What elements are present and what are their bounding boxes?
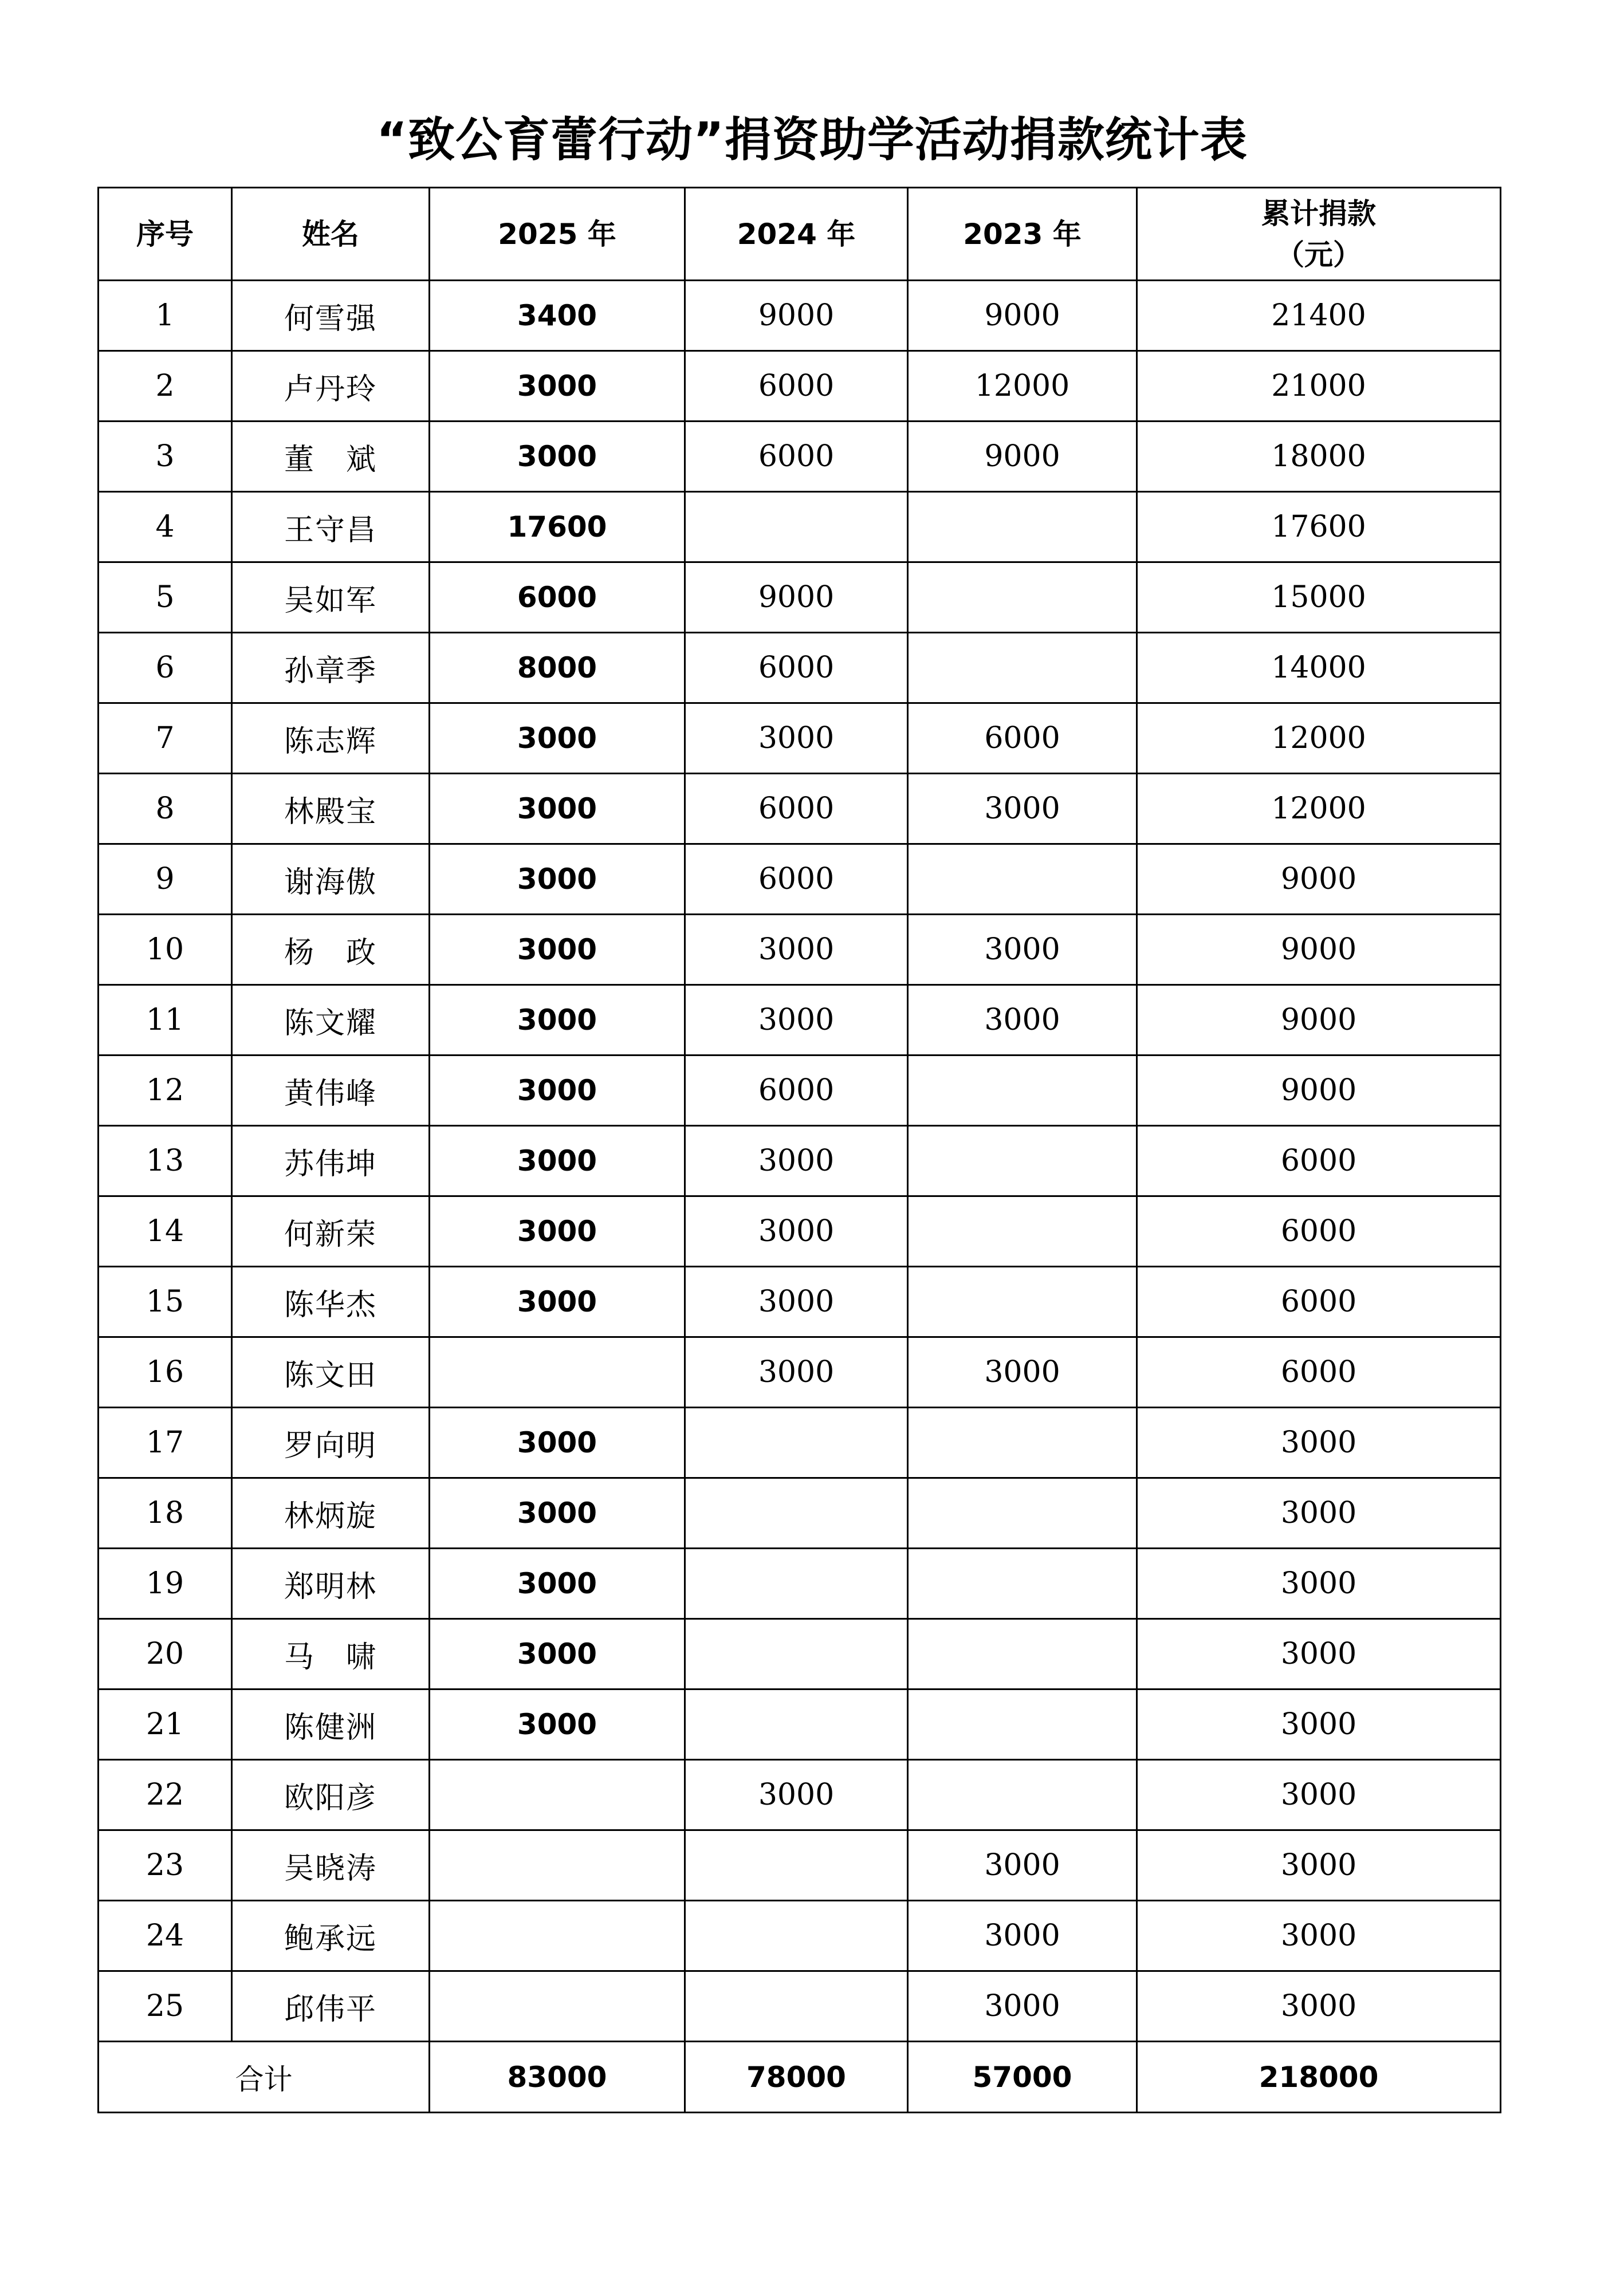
cell-name: 陈志辉 [232,703,430,774]
header-2024: 2024 年 [685,188,908,281]
cell-name: 陈华杰 [232,1267,430,1337]
cell-seq: 11 [99,985,232,1056]
cell-seq: 14 [99,1196,232,1267]
cell-total: 3000 [1137,1971,1501,2042]
cell-2024: 3000 [685,1126,908,1196]
cell-total: 6000 [1137,1126,1501,1196]
cell-2025: 3000 [430,351,685,422]
table-row [99,844,1501,915]
cell-2023: 9000 [908,422,1137,492]
cell-2023: 3000 [908,1901,1137,1971]
cell-seq: 25 [99,1971,232,2042]
cell-2023: 3000 [908,915,1137,985]
cell-2024 [685,1478,908,1549]
cell-total: 9000 [1137,1056,1501,1126]
cell-name: 何雪强 [232,281,430,351]
cell-2023 [908,1478,1137,1549]
cell-name: 林炳旋 [232,1478,430,1549]
cell-seq: 19 [99,1549,232,1619]
cell-2023: 3000 [908,985,1137,1056]
footer-2023: 57000 [908,2042,1137,2113]
header-total [1137,188,1501,281]
cell-2025: 3000 [430,844,685,915]
table-row [99,1760,1501,1830]
cell-2023: 3000 [908,1830,1137,1901]
header-2023: 2023 年 [908,188,1137,281]
cell-2025: 3000 [430,1619,685,1689]
cell-2024: 6000 [685,844,908,915]
table-row [99,1901,1501,1971]
cell-2025: 17600 [430,492,685,562]
cell-total: 14000 [1137,633,1501,703]
table-row [99,703,1501,774]
cell-seq: 15 [99,1267,232,1337]
cell-seq: 5 [99,562,232,633]
cell-2023: 12000 [908,351,1137,422]
table-row [99,1478,1501,1549]
cell-total: 3000 [1137,1549,1501,1619]
header-name: 姓名 [232,188,430,281]
cell-2024: 3000 [685,1267,908,1337]
cell-name: 王守昌 [232,492,430,562]
cell-total: 9000 [1137,915,1501,985]
cell-2024: 6000 [685,1056,908,1126]
cell-2024 [685,1689,908,1760]
header-total-unit: （元） [1276,238,1362,271]
table-row [99,985,1501,1056]
cell-seq: 2 [99,351,232,422]
cell-name: 鲍承远 [232,1901,430,1971]
cell-total: 9000 [1137,985,1501,1056]
cell-seq: 13 [99,1126,232,1196]
cell-name: 吴如军 [232,562,430,633]
table-row [99,1830,1501,1901]
cell-2023 [908,1760,1137,1830]
cell-total: 3000 [1137,1619,1501,1689]
cell-seq: 7 [99,703,232,774]
cell-total: 12000 [1137,774,1501,844]
table-row [99,562,1501,633]
cell-2025: 3000 [430,915,685,985]
cell-2025 [430,1901,685,1971]
cell-2025: 6000 [430,562,685,633]
table-header-row [99,188,1501,281]
cell-2023: 3000 [908,1971,1137,2042]
donation-table [97,187,1501,2113]
cell-name: 陈文耀 [232,985,430,1056]
cell-2024: 3000 [685,703,908,774]
cell-2023 [908,1689,1137,1760]
cell-2025: 3000 [430,1267,685,1337]
cell-seq: 22 [99,1760,232,1830]
cell-name: 陈健洲 [232,1689,430,1760]
cell-name: 吴晓涛 [232,1830,430,1901]
cell-2023 [908,844,1137,915]
cell-2023: 3000 [908,1337,1137,1408]
cell-name: 董 斌 [232,422,430,492]
table-row [99,1689,1501,1760]
cell-2025: 3000 [430,774,685,844]
cell-2023 [908,562,1137,633]
cell-2024: 9000 [685,281,908,351]
cell-2024 [685,1971,908,2042]
table-row [99,351,1501,422]
cell-2025 [430,1971,685,2042]
cell-total: 9000 [1137,844,1501,915]
table-row [99,1126,1501,1196]
cell-seq: 21 [99,1689,232,1760]
cell-total: 12000 [1137,703,1501,774]
cell-2025: 3000 [430,422,685,492]
cell-2025: 3000 [430,1056,685,1126]
cell-2023 [908,1408,1137,1478]
cell-seq: 4 [99,492,232,562]
cell-2024 [685,1619,908,1689]
cell-seq: 17 [99,1408,232,1478]
cell-2024: 6000 [685,774,908,844]
cell-total: 3000 [1137,1901,1501,1971]
cell-2025: 3000 [430,1408,685,1478]
cell-seq: 23 [99,1830,232,1901]
cell-seq: 12 [99,1056,232,1126]
cell-total: 15000 [1137,562,1501,633]
cell-2024: 6000 [685,633,908,703]
cell-total: 18000 [1137,422,1501,492]
cell-2025 [430,1760,685,1830]
cell-2023: 9000 [908,281,1137,351]
cell-seq: 8 [99,774,232,844]
table-row [99,1619,1501,1689]
table-row [99,1196,1501,1267]
cell-2025 [430,1337,685,1408]
table-total-row [99,2042,1501,2113]
cell-total: 6000 [1137,1337,1501,1408]
cell-2024 [685,1408,908,1478]
footer-2025: 83000 [430,2042,685,2113]
cell-name: 孙章季 [232,633,430,703]
cell-name: 邱伟平 [232,1971,430,2042]
table-row [99,633,1501,703]
cell-name: 黄伟峰 [232,1056,430,1126]
table-row [99,774,1501,844]
cell-name: 郑明林 [232,1549,430,1619]
cell-2023 [908,1126,1137,1196]
cell-2025 [430,1830,685,1901]
cell-2024: 3000 [685,985,908,1056]
cell-name: 卢丹玲 [232,351,430,422]
cell-2023 [908,1056,1137,1126]
cell-name: 杨 政 [232,915,430,985]
cell-total: 3000 [1137,1760,1501,1830]
table-row [99,1971,1501,2042]
cell-2025: 3000 [430,703,685,774]
cell-seq: 20 [99,1619,232,1689]
cell-seq: 3 [99,422,232,492]
table-row [99,1267,1501,1337]
footer-label: 合计 [99,2042,430,2113]
cell-name: 陈文田 [232,1337,430,1408]
footer-total: 218000 [1137,2042,1501,2113]
cell-seq: 10 [99,915,232,985]
cell-2024: 9000 [685,562,908,633]
cell-2023 [908,1619,1137,1689]
cell-name: 谢海傲 [232,844,430,915]
cell-2025: 3000 [430,985,685,1056]
cell-seq: 16 [99,1337,232,1408]
cell-total: 17600 [1137,492,1501,562]
cell-2024 [685,1549,908,1619]
cell-2025: 3000 [430,1549,685,1619]
cell-seq: 6 [99,633,232,703]
cell-total: 6000 [1137,1196,1501,1267]
header-total-label: 累计捐款 [1261,196,1376,230]
table-row [99,1337,1501,1408]
cell-2023: 6000 [908,703,1137,774]
cell-name: 欧阳彦 [232,1760,430,1830]
cell-name: 马 啸 [232,1619,430,1689]
footer-2024: 78000 [685,2042,908,2113]
cell-2024 [685,1901,908,1971]
cell-2025: 3000 [430,1689,685,1760]
cell-total: 6000 [1137,1267,1501,1337]
cell-2023 [908,1549,1137,1619]
header-seq: 序号 [99,188,232,281]
cell-2024: 3000 [685,1760,908,1830]
table-row [99,281,1501,351]
cell-2025: 3000 [430,1478,685,1549]
cell-2025: 3000 [430,1126,685,1196]
table-row [99,1549,1501,1619]
cell-2024 [685,1830,908,1901]
cell-2024: 3000 [685,915,908,985]
table-row [99,1056,1501,1126]
table-row [99,422,1501,492]
cell-2023 [908,633,1137,703]
cell-2024 [685,492,908,562]
cell-2023 [908,492,1137,562]
cell-total: 3000 [1137,1689,1501,1760]
cell-seq: 1 [99,281,232,351]
cell-total: 3000 [1137,1830,1501,1901]
table-row [99,492,1501,562]
cell-name: 苏伟坤 [232,1126,430,1196]
cell-name: 林殿宝 [232,774,430,844]
cell-seq: 18 [99,1478,232,1549]
cell-seq: 9 [99,844,232,915]
header-2025: 2025 年 [430,188,685,281]
cell-seq: 24 [99,1901,232,1971]
cell-2023: 3000 [908,774,1137,844]
cell-2024: 3000 [685,1337,908,1408]
cell-name: 何新荣 [232,1196,430,1267]
cell-2025: 3000 [430,1196,685,1267]
cell-2023 [908,1196,1137,1267]
cell-name: 罗向明 [232,1408,430,1478]
table-row [99,915,1501,985]
cell-2024: 6000 [685,422,908,492]
cell-total: 21400 [1137,281,1501,351]
cell-2024: 6000 [685,351,908,422]
cell-total: 3000 [1137,1408,1501,1478]
cell-2025: 8000 [430,633,685,703]
cell-total: 3000 [1137,1478,1501,1549]
page-title: “致公育蕾行动”捐资助学活动捐款统计表 [376,113,1248,167]
table-row [99,1408,1501,1478]
cell-2025: 3400 [430,281,685,351]
cell-total: 21000 [1137,351,1501,422]
cell-2023 [908,1267,1137,1337]
cell-2024: 3000 [685,1196,908,1267]
